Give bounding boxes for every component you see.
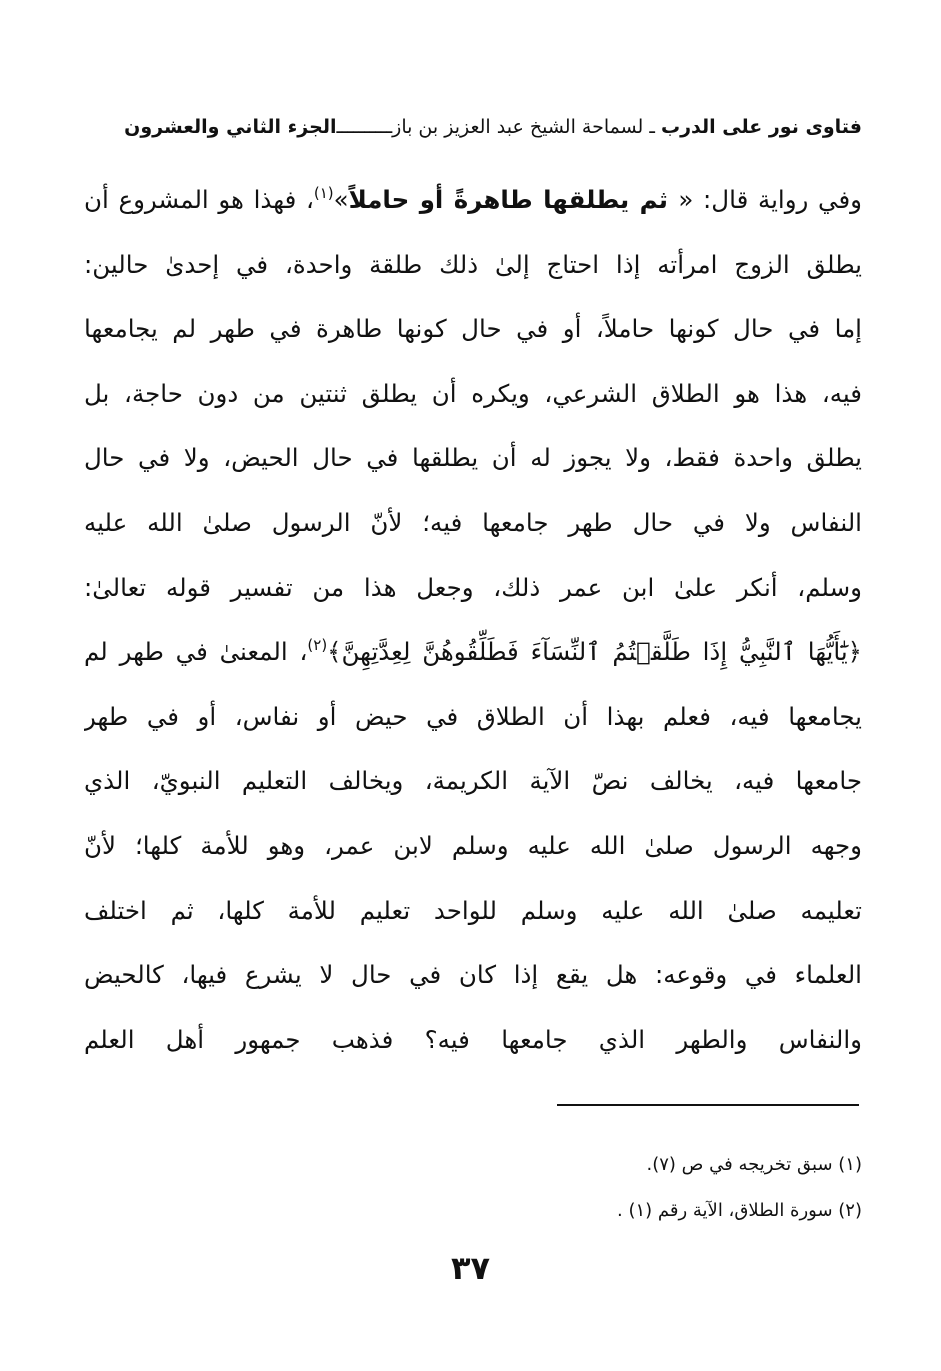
- footnote-ref-2: (٢): [307, 636, 328, 655]
- text-line-4: فيه، هذا هو الطلاق الشرعي، ويكره أن يطلق ثنتين من دون حاجة، بل: [84, 378, 862, 408]
- text-line-11: وجهه الرسول صلىٰ الله عليه وسلم لابن عمر، وهو للأمة كلها؛ لأنّ: [84, 830, 862, 860]
- text-line-2: يطلق الزوج امرأته إذا احتاج إلىٰ ذلك طلقة واحدة، في إحدىٰ حالين:: [84, 249, 862, 279]
- text-line-3: إما في حال كونها حاملاً، أو في حال كونها طاهرة في طهر لم يجامعها: [84, 314, 862, 344]
- text-line-10: جامعها فيه، يخالف نصّ الآية الكريمة، ويخالف التعليم النبويّ، الذي: [84, 766, 862, 796]
- footnote-2: (٢) سورة الطلاق، الآية رقم (١) .: [617, 1200, 862, 1221]
- text-line-8-suffix: ، المعنىٰ في طهر لم: [84, 637, 308, 667]
- header-dash: ــــــــــ: [336, 116, 393, 138]
- text-line-13: العلماء في وقوعه: هل يقع إذا كان في حال لا يشرع فيها، كالحيض: [84, 960, 862, 990]
- footnotes: [84, 1142, 862, 1234]
- text-line-5: يطلق واحدة فقط، ولا يجوز له أن يطلقها في حال الحيض، ولا في حال: [84, 443, 862, 473]
- text-line-8: [84, 620, 862, 685]
- text-line-1-suffix: ، فهذا هو المشروع أن: [84, 185, 314, 214]
- footnote-1: (١) سبق تخريجه في ص (٧).: [646, 1154, 862, 1175]
- text-line-9: يجامعها فيه، فعلم بهذا أن الطلاق في حيض أو نفاس، أو في طهر: [84, 701, 862, 731]
- book-title: فتاوى نور على الدرب: [661, 116, 862, 138]
- running-header: [84, 112, 862, 142]
- header-separator: ـ: [643, 116, 661, 138]
- author-name: لسماحة الشيخ عبد العزيز بن باز: [392, 116, 644, 138]
- quote-close: »: [333, 185, 349, 214]
- text-line-14: والنفاس والطهر الذي جامعها فيه؟ فذهب جمهور أهل العلم: [84, 1024, 862, 1054]
- text-line-7: وسلم، أنكر علىٰ ابن عمر ذلك، وجعل هذا من تفسير قوله تعالىٰ:: [84, 572, 862, 602]
- footnote-divider: [557, 1104, 859, 1106]
- volume-title: الجزء الثاني والعشرون: [124, 116, 337, 138]
- body-text: [84, 168, 862, 1072]
- text-line-6: النفاس ولا في حال طهر جامعها فيه؛ لأنّ الرسول صلىٰ الله عليه: [84, 507, 862, 537]
- text-line-1-prefix: وفي رواية قال: «: [678, 185, 862, 214]
- quran-verse: ﴿يَٰٓأَيُّهَا ٱلنَّبِيُّ إِذَا طَلَّقۡتُمُ ٱلنِّسَآءَ فَطَلِّقُوهُنَّ لِعِدَّتِهِنَّ﴾: [327, 637, 862, 667]
- page-number: ٣٧: [450, 1249, 491, 1287]
- text-line-1: [84, 168, 862, 233]
- footnote-ref-1: (١): [313, 184, 334, 202]
- hadith-quote: ثم يطلقها طاهرةً أو حاملاً: [348, 185, 679, 214]
- text-line-12: تعليمه صلىٰ الله عليه وسلم للواحد تعليم للأمة كلها، ثم اختلف: [84, 895, 862, 925]
